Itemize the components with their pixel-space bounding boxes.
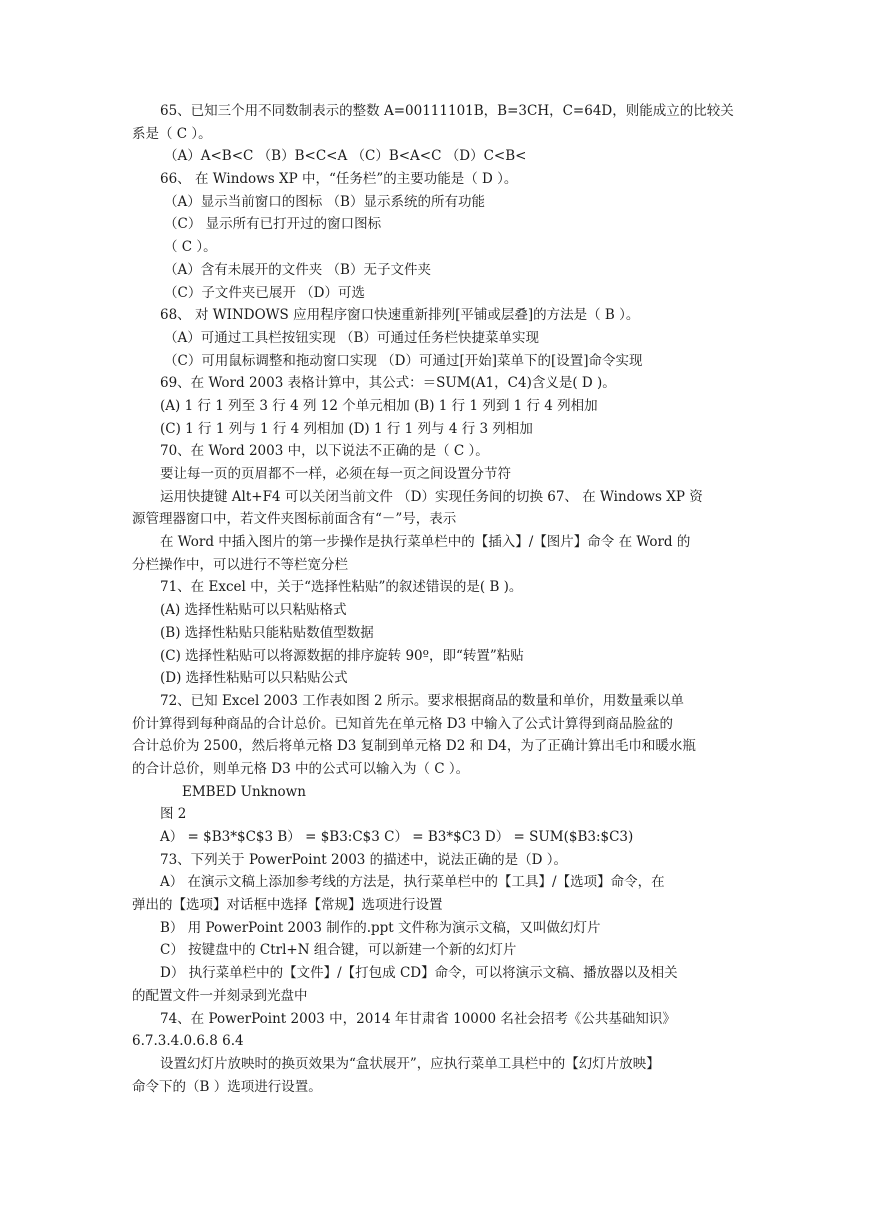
text-line: 设置幻灯片放映时的换页效果为“盒状展开”，应执行菜单工具栏中的【幻灯片放映】 <box>160 1055 660 1072</box>
text-line: 合计总价为 2500，然后将单元格 D3 复制到单元格 D2 和 D4，为了正确计算出毛巾和暖水瓶 <box>132 738 696 755</box>
text-line: 价计算得到每种商品的合计总价。已知首先在单元格 D3 中输入了公式计算得到商品脸盆的 <box>132 715 673 732</box>
text-line: 运用快捷键 Alt+F4 可以关闭当前文件 （D）实现任务间的切换 67、 在 Windows XP 资 <box>160 488 703 505</box>
text-line: 的配置文件一并刻录到光盘中 <box>132 987 308 1004</box>
text-line: （A）可通过工具栏按钮实现 （B）可通过任务栏快捷菜单实现 <box>164 329 539 346</box>
text-line: （C）子文件夹已展开 （D）可选 <box>164 284 365 301</box>
text-line: 要让每一页的页眉都不一样，必须在每一页之间设置分节符 <box>160 466 511 482</box>
text-line: （ C ）。 <box>164 239 217 256</box>
document-body <box>132 100 740 1098</box>
text-line: 源管理器窗口中，若文件夹图标前面含有“－”号，表示 <box>132 511 457 528</box>
text-line: 在 Word 中插入图片的第一步操作是执行菜单栏中的【插入】/【图片】命令 在 Word 的 <box>160 534 691 551</box>
text-line: D） 执行菜单栏中的【文件】/【打包成 CD】命令，可以将演示文稿、播放器以及相关 <box>160 965 678 982</box>
text-line: 图 2 <box>160 806 187 823</box>
text-line: B） 用 PowerPoint 2003 制作的.ppt 文件称为演示文稿，又叫做幻灯片 <box>160 919 601 936</box>
text-line: 74、在 PowerPoint 2003 中，2014 年甘肃省 10000 名社会招考《公共基础知识》 <box>160 1010 676 1027</box>
text-line: A） 在演示文稿上添加参考线的方法是，执行菜单栏中的【工具】/【选项】命令，在 <box>160 874 665 891</box>
text-line: 的合计总价，则单元格 D3 中的公式可以输入为（ C ）。 <box>132 760 470 777</box>
text-line: (C) 1 行 1 列与 1 行 4 列相加 (D) 1 行 1 列与 4 行 3 列相加 <box>160 420 533 437</box>
text-line: (A) 选择性粘贴可以只粘贴格式 <box>160 602 347 619</box>
text-line: 73、下列关于 PowerPoint 2003 的描述中，说法正确的是（D ）。 <box>160 851 568 868</box>
text-line: (A) 1 行 1 列至 3 行 4 列 12 个单元相加 (B) 1 行 1 列到 1 行 4 列相加 <box>160 397 598 414</box>
text-line: 6.7.3.4.0.6.8 6.4 <box>132 1033 244 1050</box>
text-line: 66、 在 Windows XP 中，“任务栏”的主要功能是（ D ）。 <box>160 171 518 188</box>
text-line: C） 按键盘中的 Ctrl+N 组合键，可以新建一个新的幻灯片 <box>160 942 517 959</box>
text-line: (D) 选择性粘贴可以只粘贴公式 <box>160 670 348 687</box>
text-line: 系是（ C ）。 <box>132 125 212 142</box>
text-line: 71、在 Excel 中，关于“选择性粘贴”的叙述错误的是( B )。 <box>160 579 523 596</box>
text-line: 68、 对 WINDOWS 应用程序窗口快速重新排列[平铺或层叠]的方法是（ B ）。 <box>160 307 640 324</box>
text-line: (C) 选择性粘贴可以将源数据的排序旋转 90º，即“转置”粘贴 <box>160 647 524 664</box>
text-line: 70、在 Word 2003 中，以下说法不正确的是（ C ）。 <box>160 443 489 460</box>
text-line: EMBED Unknown <box>182 783 306 800</box>
text-line: （A）含有未展开的文件夹 （B）无子文件夹 <box>164 261 431 278</box>
text-line: 命令下的（B ）选项进行设置。 <box>132 1078 322 1095</box>
text-line: 分栏操作中，可以进行不等栏宽分栏 <box>132 556 348 573</box>
text-line: A） = $B3*$C$3 B） = $B3:C$3 C） = B3*$C3 D） = SUM($B3:$C3) <box>160 829 634 845</box>
text-line: (B) 选择性粘贴只能粘贴数值型数据 <box>160 624 374 641</box>
text-line: （A）显示当前窗口的图标 （B）显示系统的所有功能 <box>164 193 485 210</box>
text-line: 72、已知 Excel 2003 工作表如图 2 所示。要求根据商品的数量和单价，用数量乘以单 <box>160 692 684 709</box>
text-line: （C） 显示所有已打开过的窗口图标 <box>164 216 382 233</box>
text-line: 弹出的【选项】对话框中选择【常规】选项进行设置 <box>132 897 443 914</box>
text-line: （C）可用鼠标调整和拖动窗口实现 （D）可通过[开始]菜单下的[设置]命令实现 <box>164 352 643 369</box>
text-line: 69、在 Word 2003 表格计算中，其公式：＝SUM(A1，C4)含义是( D )。 <box>160 375 616 392</box>
text-line: （A）A<B<C （B）B<C<A （C）B<A<C （D）C<B< <box>164 148 527 165</box>
text-line: 65、已知三个用不同数制表示的整数 A=00111101B，B=3CH，C=64D，则能成立的比较关 <box>160 103 734 119</box>
